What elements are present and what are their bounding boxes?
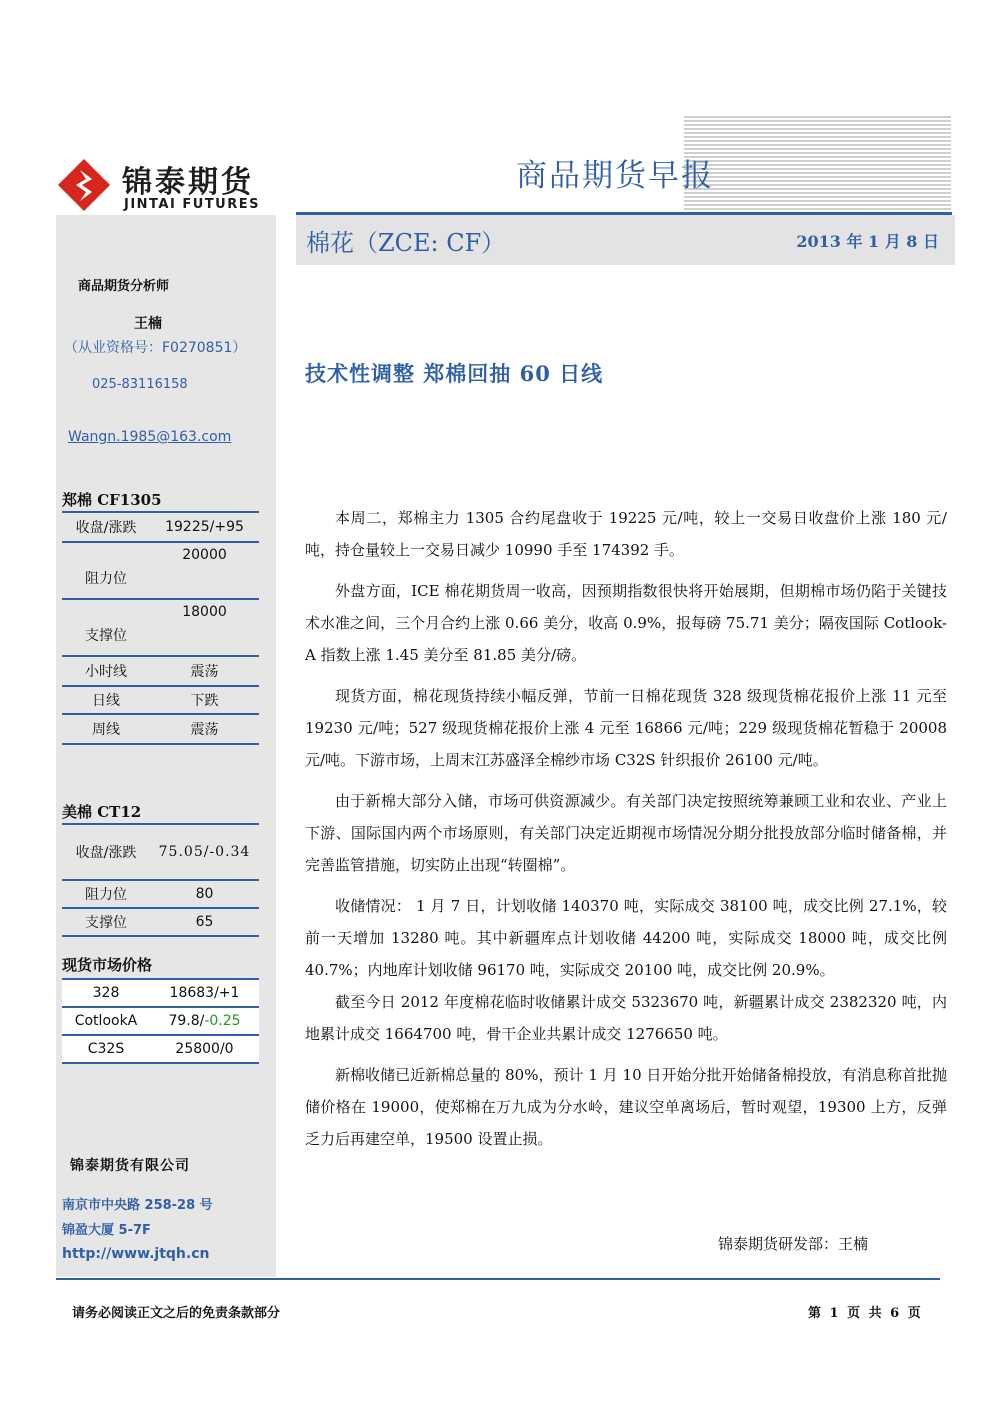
company-name: 锦泰期货有限公司 [70,1158,190,1174]
analyst-role: 商品期货分析师 [78,279,170,294]
analyst-name: 王楠 [134,316,162,332]
jintai-logo-icon [56,157,112,213]
table-cell-label: 支撑位 [62,908,150,936]
body-paragraph: 由于新棉大部分入储，市场可供资源减少。有关部门决定按照统筹兼顾工业和农业、产业上下游、国际国内两个市场原则，有关部门决定近期视市场情况分期分批投放部分临时储备棉，并完善监管措施，切实防止出现“转圈棉”。 [305,792,947,874]
spot-section-title: 现货市场价格 [62,956,153,974]
table-cell-label: 小时线 [62,656,150,686]
table-cell-label: 328 [62,979,150,1007]
table-row [62,656,259,686]
footer-divider [56,1278,940,1280]
zce-table [62,511,259,745]
footer-disclaimer: 请务必阅读正文之后的免责条款部分 [72,1306,281,1321]
table-cell-label: 周线 [62,714,150,744]
cotlook-price: 79.8/ [168,1013,205,1029]
commodity-bar [296,215,955,265]
body-paragraph: 现货方面，棉花现货持续小幅反弹，节前一日棉花现货 328 级现货棉花报价上涨 11 元至 19230 元/吨；527 级现货棉花报价上涨 4 元至 16866 元/吨；229 级现货棉花暂稳于 20008 元/吨。下游市场，上周末江苏盛泽全棉纱市场 C32S 针织报价 26100 元/吨。 [305,687,947,769]
table-row [62,686,259,714]
article-body [305,502,947,1155]
table-cell-label: CotlookA [62,1007,150,1035]
table-cell-value: 80 [150,880,259,908]
body-paragraph: 截至今日 2012 年度棉花临时收储累计成交 5323670 吨，新疆累计成交 2382320 吨，内地累计成交 1664700 吨，骨干企业共累计成交 1276650 吨。 [305,993,947,1043]
logo-english-name: JINTAI FUTURES [124,197,260,212]
table-cell-value [150,1007,259,1035]
table-cell-label: C32S [62,1035,150,1063]
table-cell-label: 阻力位 [62,880,150,908]
table-row [62,1007,259,1035]
report-title: 商品期货早报 [516,158,714,194]
table-cell-value: 18000 [150,599,259,656]
company-website-link[interactable]: http://www.jtqh.cn [62,1246,210,1262]
table-cell-value: 19225/+95 [150,512,259,542]
company-logo [56,155,286,215]
table-row [62,880,259,908]
ice-table [62,823,259,937]
sidebar [56,215,276,1277]
ice-section-title: 美棉 CT12 [62,803,142,821]
commodity-title: 棉花（ZCE: CF） [306,229,506,257]
company-address-line1: 南京市中央路 258-28 号 [62,1198,213,1213]
table-cell-label: 日线 [62,686,150,714]
table-row [62,824,259,880]
table-row [62,599,259,656]
article-headline: 技术性调整 郑棉回抽 60 日线 [305,361,604,386]
zce-section-title: 郑棉 CF1305 [62,491,162,509]
body-paragraph: 外盘方面，ICE 棉花期货周一收高，因预期指数很快将开始展期，但期棉市场仍陷于关键技术水准之间，三个月合约上涨 0.66 美分，收高 0.9%，报每磅 75.71 美分；隔夜国际 Cotlook-A 指数上涨 1.45 美分至 81.85 美分/磅。 [305,582,947,664]
table-cell-label: 收盘/涨跌 [62,824,150,880]
article-signature: 锦泰期货研发部：王楠 [718,1235,869,1253]
company-address-line2: 锦盈大厦 5-7F [62,1223,151,1238]
table-row [62,979,259,1007]
table-row [62,512,259,542]
report-date: 2013 年 1 月 8 日 [796,232,939,251]
table-row [62,714,259,744]
page-number: 第 1 页 共 6 页 [808,1306,921,1321]
analyst-phone: 025-83116158 [92,377,188,392]
table-cell-label: 收盘/涨跌 [62,512,150,542]
table-cell-label: 阻力位 [62,542,150,599]
table-cell-value: 25800/0 [150,1035,259,1063]
body-paragraph: 收储情况： 1 月 7 日，计划收储 140370 吨，实际成交 38100 吨，成交比例 27.1%，较前一天增加 13280 吨。其中新疆库点计划收储 44200 吨，实际成交 18000 吨，成交比例 40.7%；内地库计划收储 96170 吨，实际成交 20100 吨，成交比例 20.9%。 [305,897,947,979]
body-paragraph: 新棉收储已近新棉总量的 80%，预计 1 月 10 日开始分批开始储备棉投放，有消息称首批抛储价格在 19000，使郑棉在万九成为分水岭，建议空单离场后，暂时观望，19300 上方，反弹乏力后再建空单，19500 设置止损。 [305,1066,947,1148]
body-paragraph: 本周二，郑棉主力 1305 合约尾盘收于 19225 元/吨，较上一交易日收盘价上涨 180 元/吨，持仓量较上一交易日减少 10990 手至 174392 手。 [305,509,947,559]
logo-chinese-name: 锦泰期货 [122,165,254,200]
analyst-license: （从业资格号：F0270851） [64,340,247,356]
table-cell-value: 下跌 [150,686,259,714]
analyst-email-link[interactable]: Wangn.1985@163.com [68,429,232,445]
table-row [62,542,259,599]
cotlook-change: -0.25 [204,1013,241,1029]
spot-table [62,978,259,1064]
decorative-stripes [684,116,951,210]
table-cell-label: 支撑位 [62,599,150,656]
table-cell-value: 20000 [150,542,259,599]
table-cell-value: 18683/+1 [150,979,259,1007]
table-cell-value: 震荡 [150,714,259,744]
table-row [62,1035,259,1063]
table-cell-value: 75.05/-0.34 [150,824,259,880]
table-cell-value: 震荡 [150,656,259,686]
table-row [62,908,259,936]
table-cell-value: 65 [150,908,259,936]
